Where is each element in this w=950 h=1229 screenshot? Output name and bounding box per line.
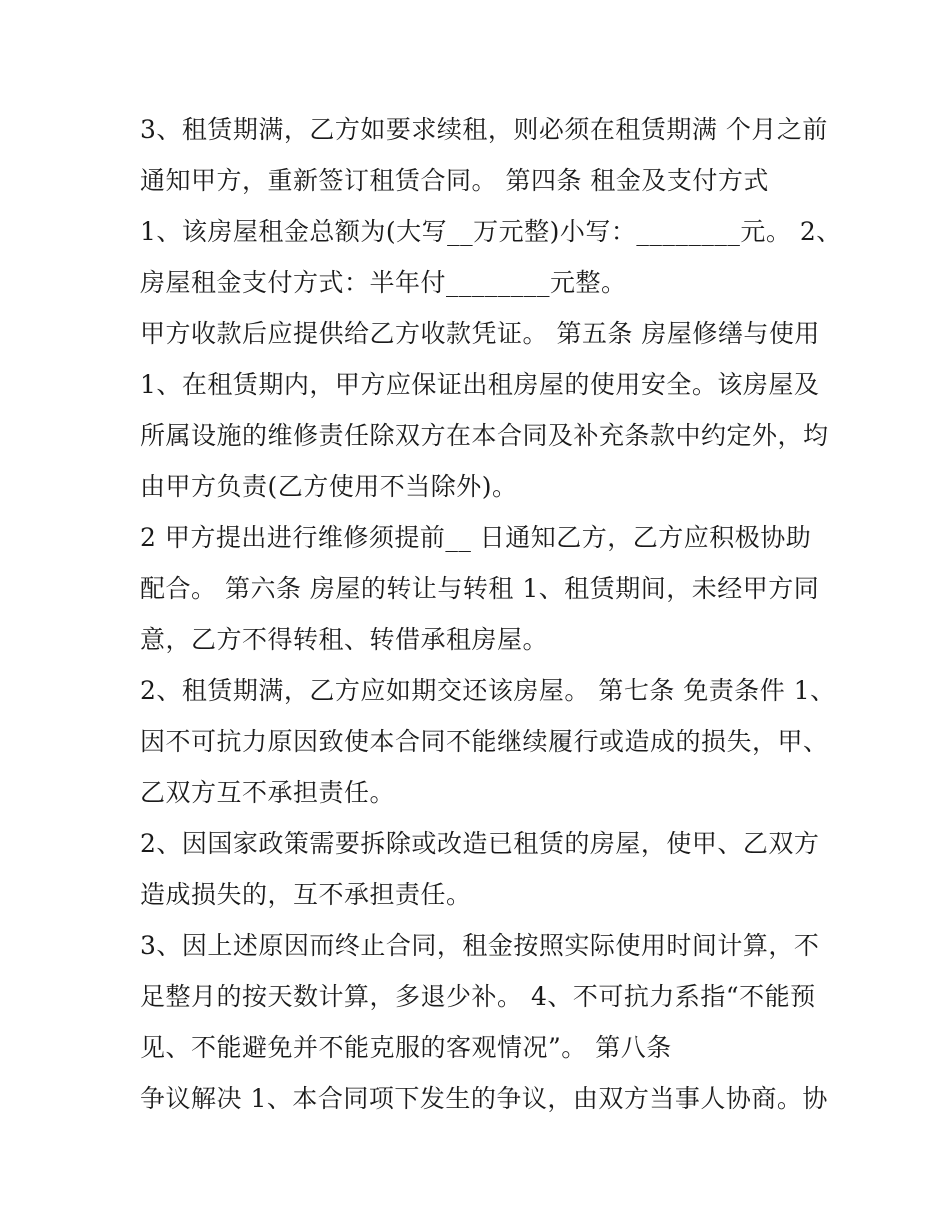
text-line: 所属设施的维修责任除双方在本合同及补充条款中约定外，均 (140, 421, 829, 450)
text-line: 足整月的按天数计算，多退少补。 4、不可抗力系指“不能预 (140, 982, 816, 1011)
text-line: 乙双方互不承担责任。 (140, 778, 396, 807)
text-line: 2 甲方提出进行维修须提前__ 日通知乙方，乙方应积极协助 (140, 523, 812, 552)
text-line: 因不可抗力原因致使本合同不能继续履行或造成的损失，甲、 (140, 727, 829, 756)
text-line: 由甲方负责(乙方使用不当除外)。 (140, 472, 518, 501)
text-line: 3、因上述原因而终止合同，租金按照实际使用时间计算，不 (140, 931, 820, 960)
text-line: 3、租赁期满，乙方如要求续租，则必须在租赁期满 个月之前 (140, 115, 828, 144)
text-line: 2、因国家政策需要拆除或改造已租赁的房屋，使甲、乙双方 (140, 829, 820, 858)
text-line: 甲方收款后应提供给乙方收款凭证。 第五条 房屋修缮与使用 (140, 319, 820, 348)
text-line: 1、在租赁期内，甲方应保证出租房屋的使用安全。该房屋及 (140, 370, 820, 399)
text-line: 2、租赁期满，乙方应如期交还该房屋。 第七条 免责条件 1、 (140, 676, 836, 705)
text-line: 造成损失的，互不承担责任。 (140, 880, 472, 909)
text-line: 房屋租金支付方式：半年付________元整。 (140, 268, 627, 297)
text-line: 意，乙方不得转租、转借承租房屋。 (140, 625, 549, 654)
text-line: 见、不能避免并不能克服的客观情况”。 第八条 (140, 1033, 672, 1062)
text-line: 争议解决 1、本合同项下发生的争议，由双方当事人协商。协 (140, 1084, 828, 1113)
text-line: 通知甲方，重新签订租赁合同。 第四条 租金及支付方式 (140, 166, 769, 195)
text-line: 配合。 第六条 房屋的转让与转租 1、租赁期间，未经甲方同 (140, 574, 820, 603)
text-line: 1、该房屋租金总额为(大写__万元整)小写：________元。 2、 (140, 217, 842, 246)
